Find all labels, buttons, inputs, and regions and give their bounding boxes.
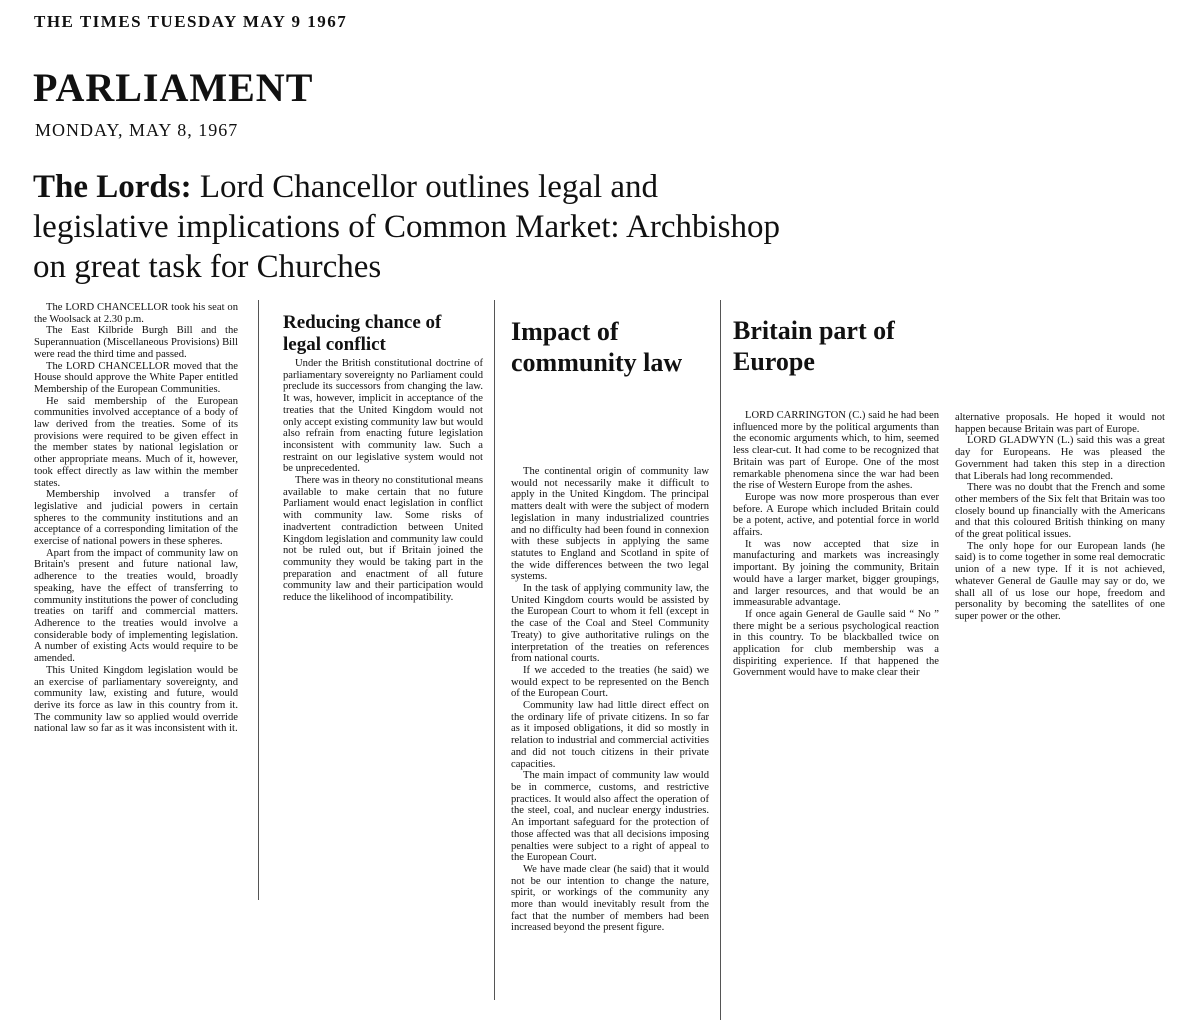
paragraph: There was no doubt that the French and some other members of the Six felt that Britain was too closely bound up financially with the Americans and that this coloured British thinking on many of the great political issues. xyxy=(955,482,1165,541)
paragraph: Community law had little direct effect on the ordinary life of private citizens. In so far as it imposed obligations, it did so mostly in relation to industrial and commercial activities and did not touch citizens in their private capacities. xyxy=(511,700,709,770)
paragraph: Europe was now more prosperous than ever before. A Europe which included Britain could be a potent, active, and potential force in world affairs. xyxy=(733,491,939,539)
paragraph: The LORD CHANCELLOR took his seat on the Woolsack at 2.30 p.m. xyxy=(34,302,238,325)
paragraph: He said membership of the European communities involved acceptance of a body of law derived from the treaties. Some of its provisions were required to be given effect in the member states by national legislation or other appropriate means. Much of it, however, took effect directly as law within the member states. xyxy=(34,395,238,489)
headline xyxy=(33,167,793,287)
paragraph: Apart from the impact of community law on Britain's present and future national law, adherence to the treaties would, broadly speaking, have the effect of transferring to community institutions the power of concluding treaties on tariff and commercial matters. Adherence to the treaties would involve a considerable body of implementing legislation. A number of existing Acts would require to be amended. xyxy=(34,547,238,665)
article-column-2 xyxy=(283,358,483,604)
paragraph: The East Kilbride Burgh Bill and the Superannuation (Miscellaneous Provisions) Bill were read the third time and passed. xyxy=(34,325,238,360)
session-date: MONDAY, MAY 8, 1967 xyxy=(35,120,239,140)
column-rule xyxy=(494,300,495,1000)
masthead: THE TIMES TUESDAY MAY 9 1967 xyxy=(34,12,348,31)
column-rule xyxy=(720,300,721,1020)
paragraph: We have made clear (he said) that it would not be our intention to change the nature, spirit, or workings of the community any more than would inevitably result from the fact that the number of members had been increased beyond the present figure. xyxy=(511,863,709,934)
paragraph: Membership involved a transfer of legislative and judicial powers in certain spheres to the community institutions and an acceptance of a corresponding limitation of the exercise of national powers in these spheres. xyxy=(34,489,238,548)
paragraph: alternative proposals. He hoped it would not happen because Britain was part of Europe. xyxy=(955,412,1165,435)
headline-text: Lord Chancellor outlines legal and legislative implications of Common Market: Archbishop on great task for Churches xyxy=(33,169,780,285)
article-column-4 xyxy=(733,410,939,679)
paragraph: LORD GLADWYN (L.) said this was a great day for Europeans. He was pleased the Government had taken this step in a direction that Liberals had long recommended. xyxy=(955,435,1165,482)
headline-lead: The Lords: xyxy=(33,169,192,205)
paragraph: The continental origin of community law would not necessarily make it difficult to apply in the United Kingdom. The principal matters dealt with were the subject of modern legislation in many industrialized countries and no difficulty had been found in connexion with these subjects in applying the same statutes to England and Scotland in spite of the wide differences between the two legal systems. xyxy=(511,466,709,583)
article-column-1 xyxy=(34,302,238,735)
column-rule xyxy=(258,300,259,900)
section-title: PARLIAMENT xyxy=(33,65,314,110)
subheading-reducing-conflict: Reducing chance of legal conflict xyxy=(283,312,442,355)
article-column-5 xyxy=(955,412,1165,623)
paragraph: It was now accepted that size in manufacturing and markets was increasingly important. By joining the community, Britain would have a larger market, bigger groupings, and larger resources, and that would be an immeasurable advantage. xyxy=(733,538,939,609)
paragraph: LORD CARRINGTON (C.) said he had been influenced more by the political arguments than the economic arguments which, to him, seemed less clear-cut. It had come to be recognized that Britain was part of Europe. One of the most remarkable phenomena since the war had been the rise of Western Europe from the ashes. xyxy=(733,410,939,492)
paragraph: There was in theory no constitutional means available to make certain that no future Parliament would enact legislation in conflict with community law. Some risks of inadvertent contradiction between United Kingdom legislation and community law could not be ruled out, but if Britain joined the community they would be taking part in the preparation and enactment of all future community law and their participation would reduce the likelihood of incompatibility. xyxy=(283,475,483,604)
paragraph: If we acceded to the treaties (he said) we would expect to be represented on the Bench of the European Court. xyxy=(511,664,709,700)
paragraph: Under the British constitutional doctrine of parliamentary sovereignty no Parliament could preclude its successors from changing the law. It was, however, implicit in acceptance of the treaties that the United Kingdom would not only accept existing community law but would also refrain from enacting future legislation inconsistent with community law. Such a restraint on our legislative system would not be unprecedented. xyxy=(283,358,483,475)
article-column-3 xyxy=(511,466,709,934)
subheading-community-law: Impact of community law xyxy=(511,317,683,377)
paragraph: If once again General de Gaulle said “ No ” there might be a serious psychological reaction in this country. To be blackballed twice on application for club membership was a dispiriting experience. If that happened the Government would have to make clear their xyxy=(733,608,939,679)
paragraph: The only hope for our European lands (he said) is to come together in some real democratic union of a new type. If it is not achieved, whatever General de Gaulle may say or do, we shall all of us lose our hope, freedom and personality by becoming the satellites of one super power or the other. xyxy=(955,540,1165,622)
paragraph: This United Kingdom legislation would be an exercise of parliamentary sovereignty, and community law, existing and future, would derive its force as law in this country from it. The community law so applied would override national law so far as it was inconsistent with it. xyxy=(34,664,238,735)
paragraph: The main impact of community law would be in commerce, customs, and restrictive practices. It would also affect the operation of the steel, coal, and nuclear energy industries. An important safeguard for the protection of those affected was that all decisions imposing penalties were subject to a right of appeal to the European Court. xyxy=(511,770,709,864)
paragraph: In the task of applying community law, the United Kingdom courts would be assisted by the European Court to whom it fell (except in the case of the Coal and Steel Community Treaty) to give authoritative rulings on the interpretation of the treaties on references from national courts. xyxy=(511,583,709,665)
paragraph: The LORD CHANCELLOR moved that the House should approve the White Paper entitled Membership of the European Communities. xyxy=(34,360,238,395)
subheading-britain-europe: Britain part of Europe xyxy=(733,316,895,376)
